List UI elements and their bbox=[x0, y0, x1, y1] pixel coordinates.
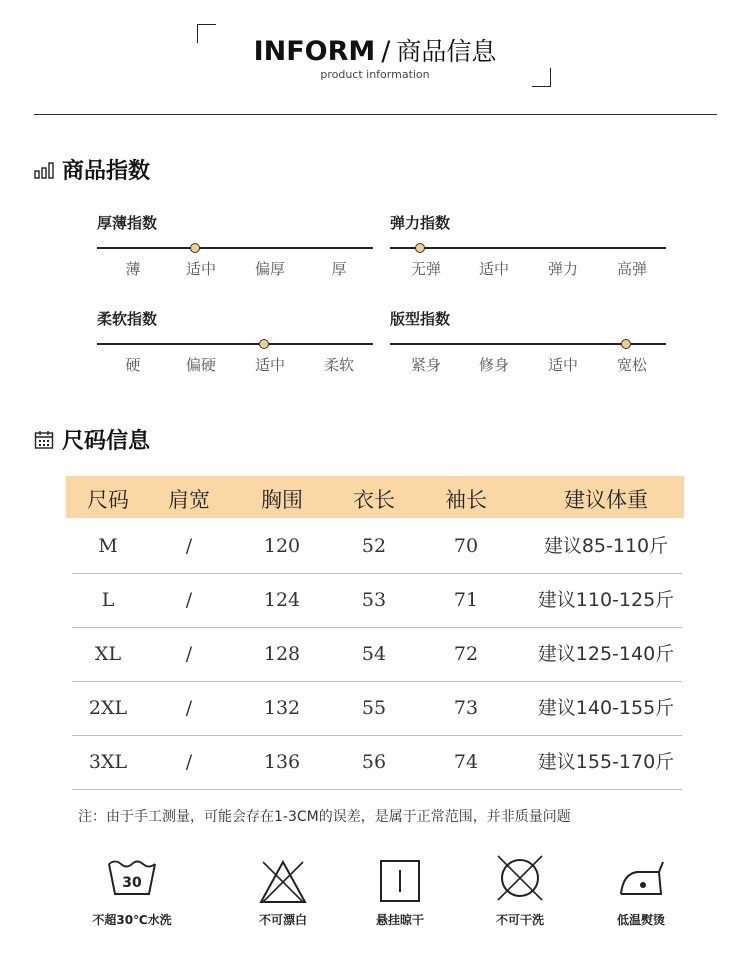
table-cell: / bbox=[185, 589, 193, 611]
table-cell: M bbox=[98, 535, 118, 557]
index-label: 弹力指数 bbox=[390, 214, 451, 232]
index-option: 适中 bbox=[547, 356, 578, 374]
table-cell: 128 bbox=[263, 643, 301, 665]
index-marker bbox=[415, 243, 425, 253]
table-row-divider bbox=[72, 789, 682, 790]
table-header-cell: 尺码 bbox=[87, 488, 129, 512]
index-option: 宽松 bbox=[616, 356, 647, 374]
index-option: 弹力 bbox=[547, 260, 578, 278]
page-subtitle: product information bbox=[320, 68, 430, 81]
table-cell: / bbox=[185, 751, 193, 773]
table-cell: / bbox=[185, 697, 193, 719]
calendar-icon bbox=[34, 430, 54, 450]
table-cell: 132 bbox=[263, 697, 301, 719]
index-section-label: 商品指数 bbox=[62, 159, 151, 184]
table-cell: 56 bbox=[361, 751, 387, 773]
table-cell: 74 bbox=[453, 751, 479, 773]
table-cell: 55 bbox=[361, 697, 387, 719]
index-option: 紧身 bbox=[410, 356, 441, 374]
index-option: 偏厚 bbox=[254, 260, 285, 278]
care-label: 不可干洗 bbox=[495, 913, 544, 927]
index-option: 厚 bbox=[331, 260, 347, 278]
index-track bbox=[390, 247, 666, 249]
index-section-title bbox=[34, 154, 150, 185]
table-cell: 72 bbox=[453, 643, 479, 665]
index-option: 无弹 bbox=[410, 260, 441, 278]
index-option: 偏硬 bbox=[185, 356, 216, 374]
table-cell: 70 bbox=[453, 535, 479, 557]
page-title bbox=[0, 32, 750, 68]
index-option: 适中 bbox=[254, 356, 285, 374]
table-cell: 建议155-170斤 bbox=[537, 751, 675, 773]
table-cell: 52 bbox=[361, 535, 387, 557]
care-label: 不可漂白 bbox=[258, 913, 307, 927]
bar-chart-icon bbox=[34, 161, 54, 179]
table-cell: 124 bbox=[263, 589, 301, 611]
header-divider bbox=[34, 114, 717, 115]
size-section-label: 尺码信息 bbox=[62, 429, 151, 454]
table-header-cell: 袖长 bbox=[445, 488, 487, 512]
title-cn: 商品信息 bbox=[396, 37, 497, 66]
index-option: 修身 bbox=[478, 356, 509, 374]
no-bleach-icon bbox=[255, 858, 311, 910]
index-label: 柔软指数 bbox=[97, 310, 158, 328]
index-option: 适中 bbox=[185, 260, 216, 278]
table-cell: 54 bbox=[361, 643, 387, 665]
table-cell: 73 bbox=[453, 697, 479, 719]
hang-dry-icon bbox=[372, 858, 428, 908]
size-section-title bbox=[34, 424, 150, 455]
table-cell: 建议125-140斤 bbox=[537, 643, 675, 665]
index-label: 厚薄指数 bbox=[97, 214, 158, 232]
measurement-note: 注：由于手工测量，可能会存在1-3CM的误差，是属于正常范围，并非质量问题 bbox=[78, 809, 571, 825]
table-cell: 2XL bbox=[88, 697, 128, 719]
table-row-divider bbox=[72, 627, 682, 628]
table-row-divider bbox=[72, 735, 682, 736]
index-track bbox=[97, 343, 373, 345]
no-dry-clean-icon bbox=[492, 852, 548, 908]
index-option: 适中 bbox=[478, 260, 509, 278]
table-header-cell: 建议体重 bbox=[564, 488, 648, 512]
table-cell: 建议140-155斤 bbox=[537, 697, 675, 719]
table-cell: 136 bbox=[263, 751, 301, 773]
table-header-cell: 衣长 bbox=[353, 488, 395, 512]
title-slash: / bbox=[381, 36, 391, 67]
table-cell: 53 bbox=[361, 589, 387, 611]
table-row-divider bbox=[72, 681, 682, 682]
index-label: 版型指数 bbox=[390, 310, 451, 328]
index-marker bbox=[190, 243, 200, 253]
table-cell: XL bbox=[94, 643, 122, 665]
index-marker bbox=[259, 339, 269, 349]
table-cell: 71 bbox=[453, 589, 479, 611]
index-option: 柔软 bbox=[323, 356, 354, 374]
table-cell: / bbox=[185, 643, 193, 665]
table-cell: 建议85-110斤 bbox=[543, 535, 669, 557]
table-cell: 建议110-125斤 bbox=[537, 589, 675, 611]
table-header-cell: 肩宽 bbox=[168, 488, 210, 512]
care-label: 悬挂晾干 bbox=[375, 913, 424, 927]
index-option: 薄 bbox=[125, 260, 141, 278]
index-option: 高弹 bbox=[616, 260, 647, 278]
table-cell: 120 bbox=[263, 535, 301, 557]
svg-text:30: 30 bbox=[122, 875, 142, 891]
index-marker bbox=[621, 339, 631, 349]
table-row-divider bbox=[72, 573, 682, 574]
wash-30-icon bbox=[104, 858, 160, 902]
index-track bbox=[97, 247, 373, 249]
low-iron-icon bbox=[613, 858, 669, 902]
table-header-cell: 胸围 bbox=[261, 488, 303, 512]
table-cell: 3XL bbox=[88, 751, 128, 773]
table-cell: L bbox=[101, 589, 115, 611]
care-label: 不超30℃水洗 bbox=[92, 913, 172, 927]
title-en: INFORM bbox=[253, 36, 376, 67]
care-label: 低温熨烫 bbox=[616, 913, 665, 927]
index-option: 硬 bbox=[125, 356, 141, 374]
table-cell: / bbox=[185, 535, 193, 557]
